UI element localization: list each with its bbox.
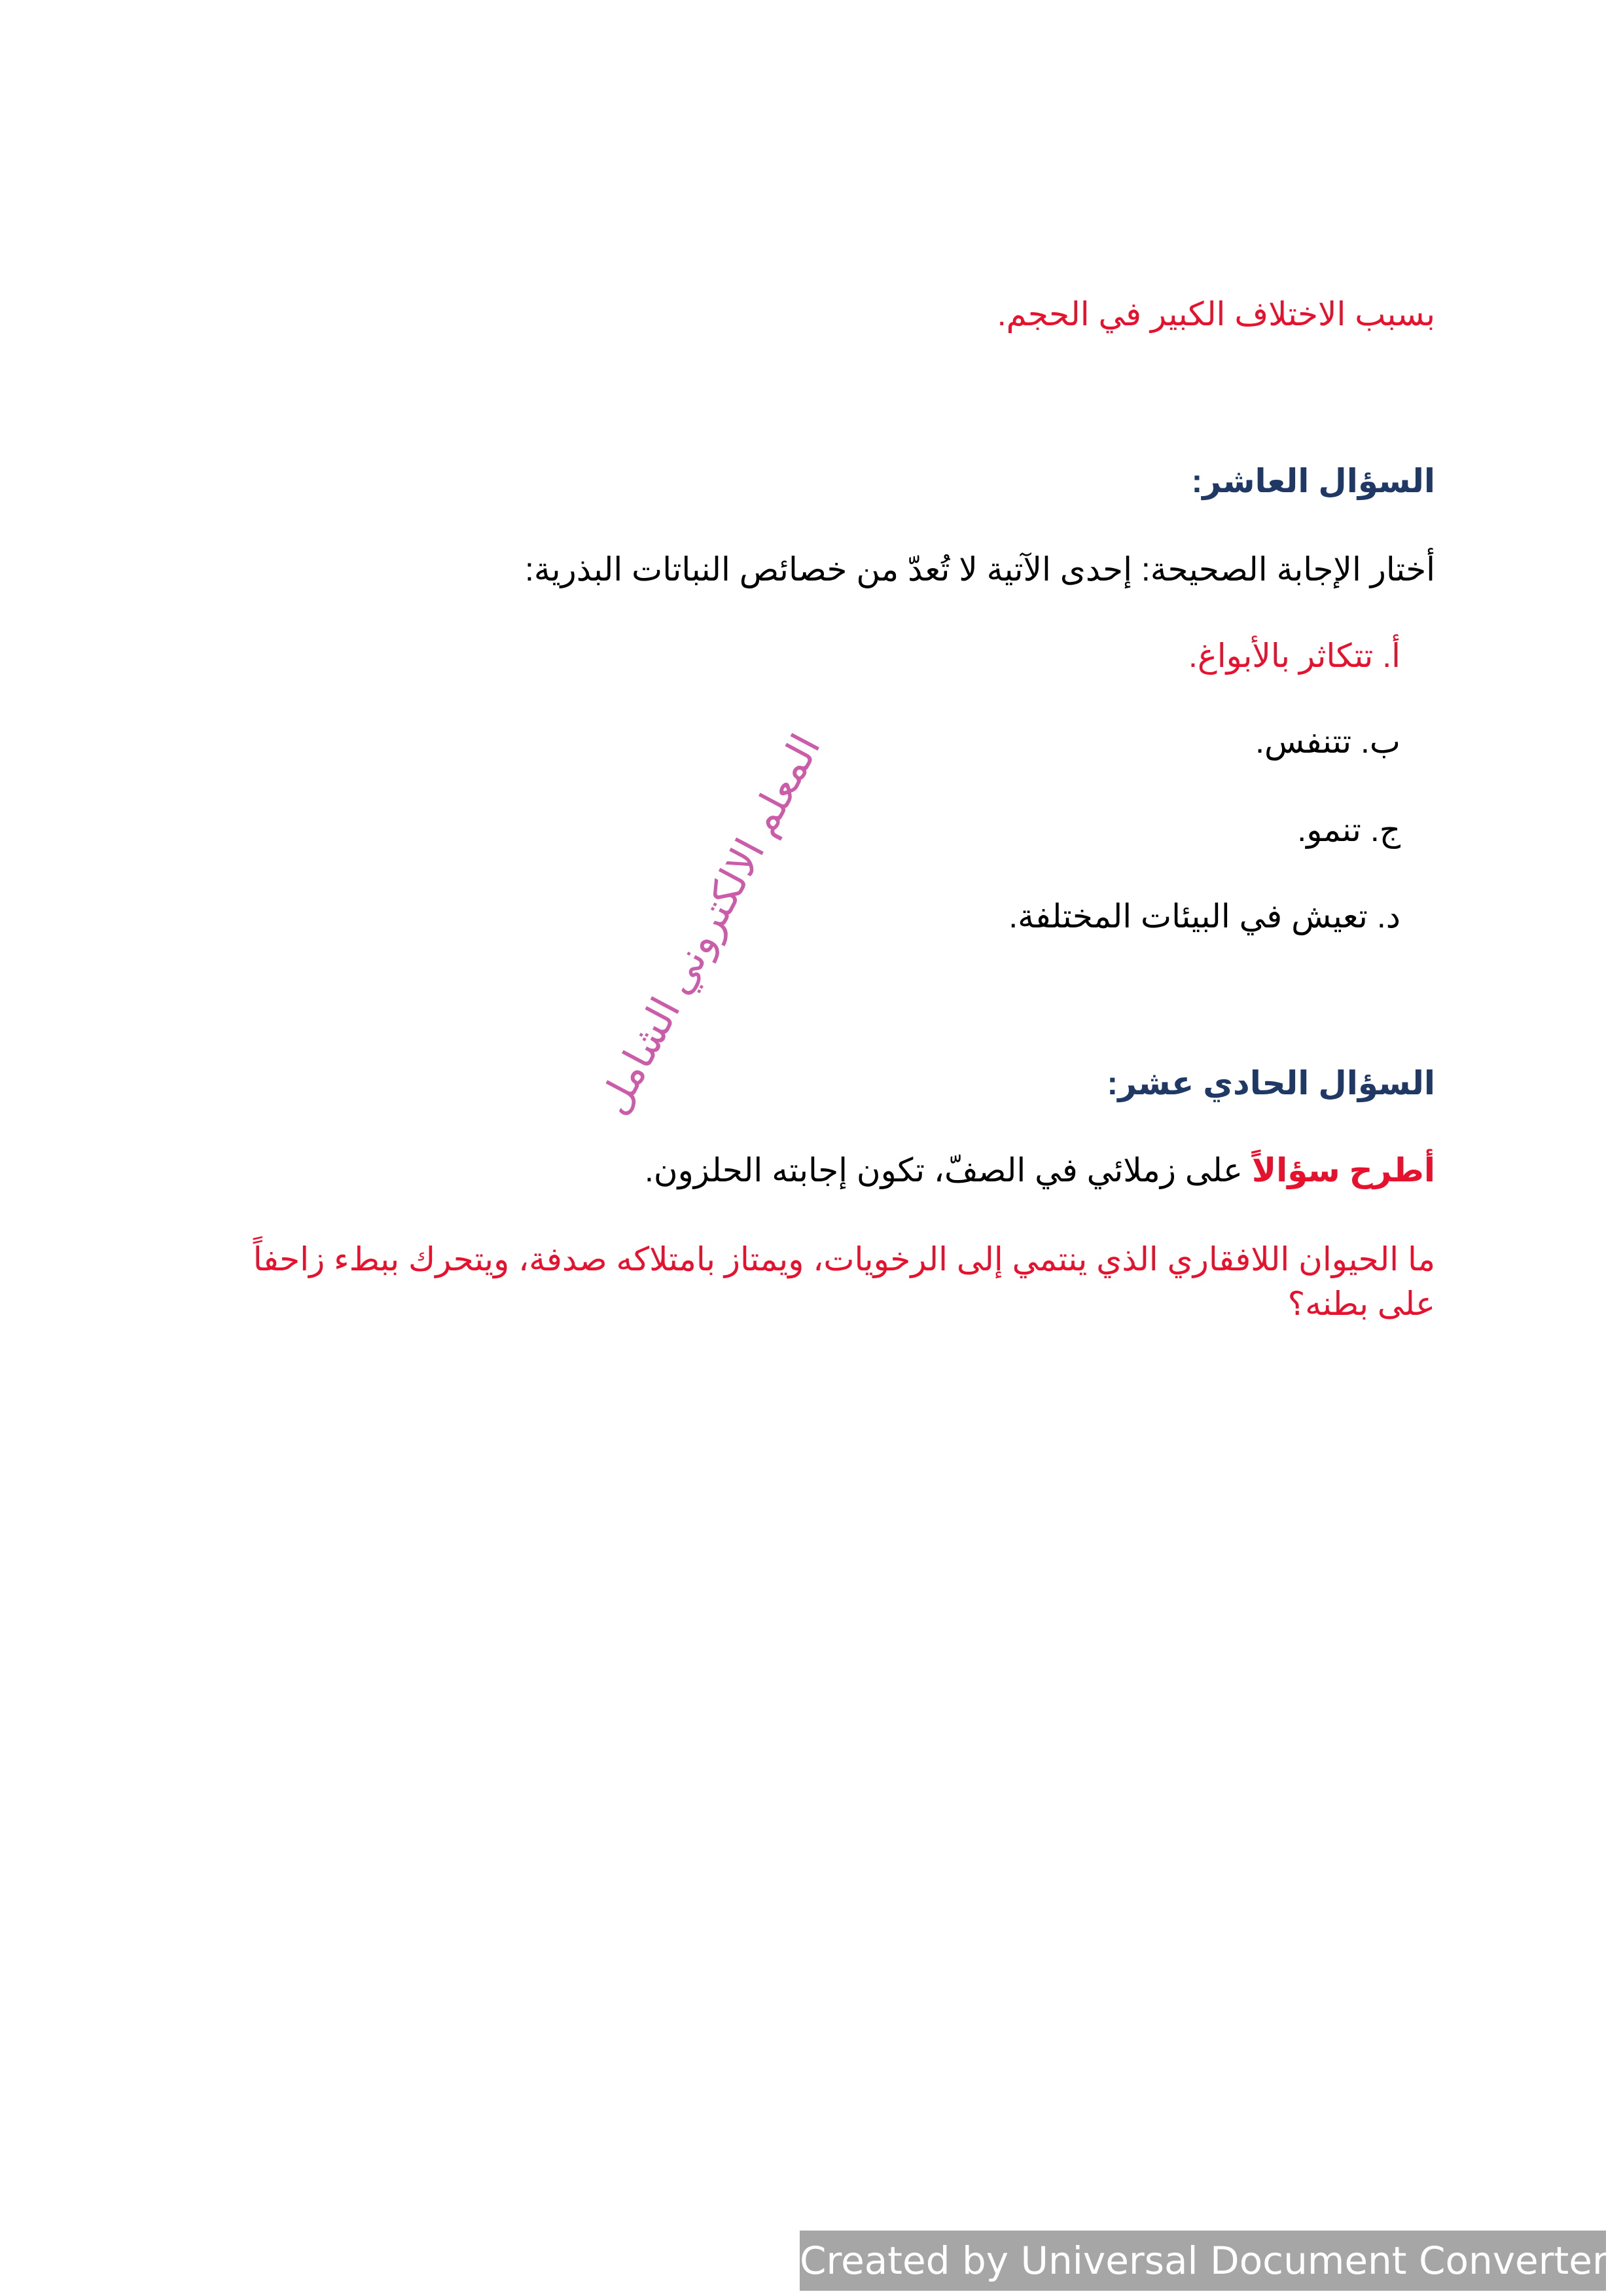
- watermark-text: المعلم الالكتروني الشامل: [590, 726, 829, 1122]
- question-eleven-prompt-rest: على زملائي في الصفّ، تكون إجابته الحلزون.: [645, 1152, 1252, 1189]
- question-ten-heading: السؤال العاشر:: [1191, 463, 1435, 499]
- question-eleven-prompt: [645, 1151, 1435, 1190]
- option-c: ج. تنمو.: [1297, 812, 1400, 848]
- question-eleven-heading: السؤال الحادي عشر:: [1107, 1065, 1435, 1102]
- answer-question-nine: بسبب الاختلاف الكبير في الحجم.: [997, 296, 1435, 332]
- option-a-correct: أ. تتكاثر بالأبواغ.: [1188, 637, 1400, 674]
- question-eleven-prompt-bold: أطرح سؤالاً: [1251, 1152, 1435, 1189]
- question-ten-prompt: أختار الإجابة الصحيحة: إحدى الآتية لا تُعدّ من خصائص النباتات البذرية:: [525, 551, 1435, 588]
- option-b: ب. تتنفس.: [1255, 723, 1400, 760]
- option-d: د. تعيش في البيئات المختلفة.: [1008, 898, 1400, 935]
- converter-stamp: Created by Universal Document Converter: [800, 2231, 1606, 2291]
- answer-question-eleven: ما الحيوان اللافقاري الذي ينتمي إلى الرخويات، ويمتاز بامتلاكه صدفة، ويتحرك ببطء زاحفاً على بطنه؟: [253, 1241, 1435, 1322]
